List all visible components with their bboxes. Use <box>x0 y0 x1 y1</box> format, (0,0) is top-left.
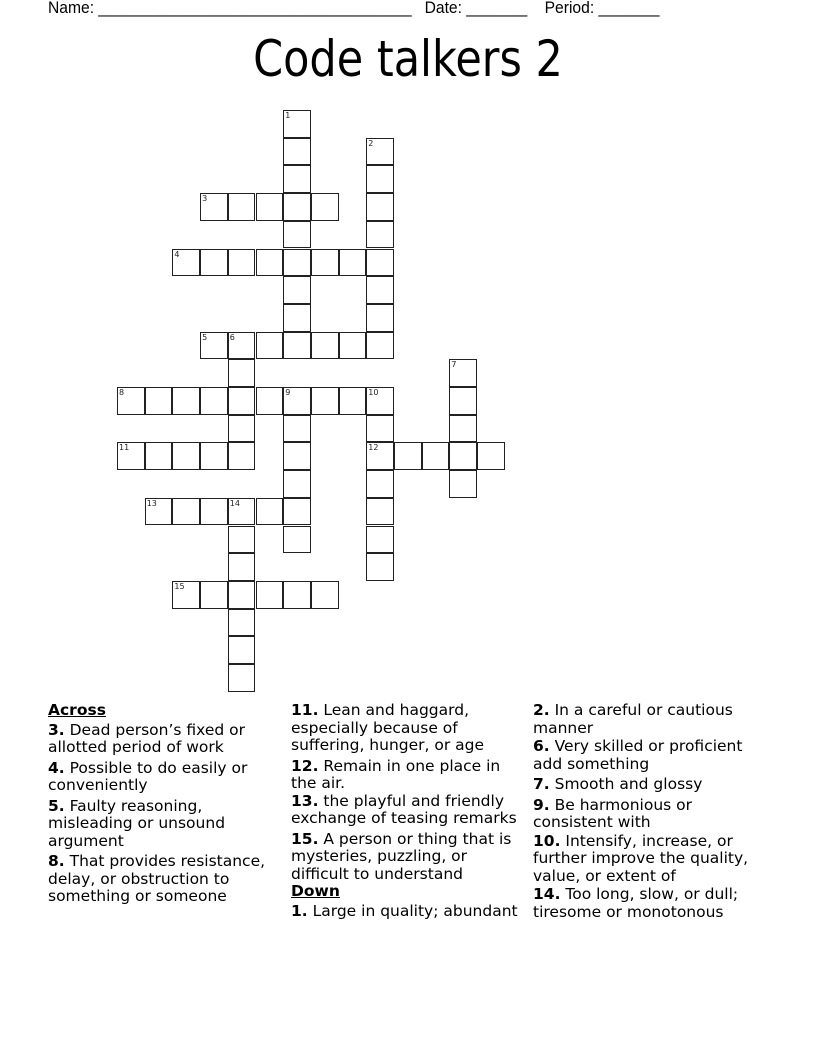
grid-cell[interactable] <box>283 165 311 193</box>
grid-cell[interactable] <box>283 415 311 443</box>
down-heading: Down <box>291 882 340 900</box>
grid-cell[interactable] <box>228 332 256 360</box>
grid-cell[interactable] <box>394 442 422 470</box>
grid-cell[interactable] <box>228 249 256 277</box>
grid-cell[interactable] <box>283 332 311 360</box>
grid-cell[interactable] <box>200 332 228 360</box>
clue-across-5 <box>48 798 284 851</box>
grid-cell[interactable] <box>339 332 367 360</box>
clue-number: 5. <box>48 796 65 815</box>
cell-number: 3 <box>202 194 208 204</box>
grid-cell[interactable] <box>228 387 256 415</box>
grid-cell[interactable] <box>283 221 311 249</box>
grid-cell[interactable] <box>145 442 173 470</box>
clues-column-3 <box>533 702 773 924</box>
grid-cell[interactable] <box>228 415 256 443</box>
clue-text: Possible to do easily or conveniently <box>48 758 248 794</box>
grid-cell[interactable] <box>283 526 311 554</box>
clue-down-1 <box>291 903 527 921</box>
grid-cell[interactable] <box>366 332 394 360</box>
clue-number: 1. <box>291 901 308 920</box>
grid-cell[interactable] <box>256 332 284 360</box>
clues-column-2 <box>291 702 527 923</box>
cell-number: 6 <box>229 332 235 342</box>
grid-cell[interactable] <box>117 387 145 415</box>
grid-cell[interactable] <box>200 442 228 470</box>
clue-text: Remain in one place in the air. <box>291 756 501 792</box>
grid-cell[interactable] <box>200 581 228 609</box>
cell-number: 2 <box>368 138 374 148</box>
grid-cell[interactable] <box>366 415 394 443</box>
grid-cell[interactable] <box>256 387 284 415</box>
clue-down-14 <box>533 886 773 921</box>
grid-cell[interactable] <box>311 332 339 360</box>
grid-cell[interactable] <box>200 387 228 415</box>
cell-number: 13 <box>146 498 157 508</box>
clue-text: Smooth and glossy <box>549 775 703 793</box>
grid-cell[interactable] <box>200 498 228 526</box>
puzzle-title: Code talkers 2 <box>253 30 563 88</box>
grid-cell[interactable] <box>172 581 200 609</box>
grid-cell[interactable] <box>228 553 256 581</box>
grid-cell[interactable] <box>172 387 200 415</box>
grid-cell[interactable] <box>366 498 394 526</box>
clue-text: That provides resistance, delay, or obstruction to something or someone <box>48 852 266 905</box>
grid-cell[interactable] <box>283 304 311 332</box>
grid-cell[interactable] <box>228 498 256 526</box>
grid-cell[interactable] <box>449 442 477 470</box>
grid-cell[interactable] <box>256 193 284 221</box>
grid-cell[interactable] <box>228 636 256 664</box>
grid-cell[interactable] <box>366 165 394 193</box>
across-heading: Across <box>48 701 106 719</box>
cell-number: 5 <box>202 332 208 342</box>
grid-cell[interactable] <box>145 498 173 526</box>
grid-cell[interactable] <box>283 470 311 498</box>
grid-cell[interactable] <box>283 276 311 304</box>
grid-cell[interactable] <box>283 442 311 470</box>
clue-text: In a careful or cautious manner <box>533 701 733 737</box>
grid-cell[interactable] <box>366 249 394 277</box>
grid-cell[interactable] <box>366 553 394 581</box>
clue-text: Be harmonious or consistent with <box>533 795 693 831</box>
clue-text: the playful and friendly exchange of teasing remarks <box>291 791 517 827</box>
clue-number: 6. <box>533 737 550 755</box>
grid-cell[interactable] <box>366 221 394 249</box>
clue-across-15 <box>291 831 527 884</box>
clue-down-9 <box>533 797 773 832</box>
clue-number: 8. <box>48 852 65 870</box>
cell-number: 11 <box>119 443 130 453</box>
clue-text: Lean and haggard, especially because of suffering, hunger, or age <box>291 701 485 754</box>
grid-cell[interactable] <box>366 442 394 470</box>
grid-cell[interactable] <box>256 249 284 277</box>
grid-cell[interactable] <box>422 442 450 470</box>
grid-cell[interactable] <box>228 581 256 609</box>
clue-text: Too long, slow, or dull; tiresome or monotonous <box>533 885 739 921</box>
grid-cell[interactable] <box>449 470 477 498</box>
grid-cell[interactable] <box>477 442 505 470</box>
clue-down-10 <box>533 833 773 886</box>
clue-number: 3. <box>48 720 65 739</box>
grid-cell[interactable] <box>311 387 339 415</box>
clue-text: A person or thing that is mysteries, puzzling, or difficult to understand <box>291 829 512 883</box>
clue-across-11 <box>291 702 527 755</box>
clue-number: 15. <box>291 829 319 848</box>
grid-cell[interactable] <box>117 442 145 470</box>
grid-cell[interactable] <box>172 442 200 470</box>
clue-down-2 <box>533 702 773 737</box>
name-field-label: Name: ____________________________________ <box>48 0 412 17</box>
grid-cell[interactable] <box>283 387 311 415</box>
cell-number: 10 <box>368 388 379 397</box>
grid-cell[interactable] <box>256 498 284 526</box>
clue-text: Faulty reasoning, misleading or unsound argument <box>48 796 226 850</box>
clue-number: 12. <box>291 756 319 775</box>
grid-cell[interactable] <box>172 498 200 526</box>
grid-cell[interactable] <box>228 526 256 554</box>
grid-cell[interactable] <box>145 387 173 415</box>
grid-cell[interactable] <box>339 249 367 277</box>
grid-cell[interactable] <box>283 110 311 138</box>
grid-cell[interactable] <box>228 609 256 637</box>
grid-cell[interactable] <box>311 193 339 221</box>
clue-number: 13. <box>291 791 319 810</box>
clue-down-7 <box>533 776 773 794</box>
clues-column-1 <box>48 702 284 909</box>
grid-cell[interactable] <box>366 138 394 166</box>
clue-text: Intensify, increase, or further improve the quality, value, or extent of <box>533 831 749 885</box>
cell-number: 7 <box>451 360 457 370</box>
grid-cell[interactable] <box>283 249 311 277</box>
grid-cell[interactable] <box>311 249 339 277</box>
grid-cell[interactable] <box>256 581 284 609</box>
grid-cell[interactable] <box>283 498 311 526</box>
grid-cell[interactable] <box>228 193 256 221</box>
grid-cell[interactable] <box>200 249 228 277</box>
clue-across-4 <box>48 760 284 795</box>
grid-cell[interactable] <box>449 415 477 443</box>
grid-cell[interactable] <box>366 470 394 498</box>
grid-cell[interactable] <box>449 387 477 415</box>
clue-text: Very skilled or proficient add something <box>533 737 743 773</box>
grid-cell[interactable] <box>283 138 311 166</box>
cell-number: 15 <box>174 581 185 591</box>
date-field-label: Date: _______ <box>424 0 528 17</box>
grid-cell[interactable] <box>366 193 394 221</box>
clue-across-8 <box>48 853 284 906</box>
grid-cell[interactable] <box>228 359 256 387</box>
clue-across-3 <box>48 722 284 757</box>
grid-cell[interactable] <box>200 193 228 221</box>
cell-number: 9 <box>285 388 291 397</box>
grid-cell[interactable] <box>283 581 311 609</box>
clue-text: Dead person’s fixed or allotted period of work <box>48 720 246 756</box>
clue-number: 9. <box>533 795 550 814</box>
clue-number: 2. <box>533 701 550 719</box>
clue-number: 7. <box>533 775 550 793</box>
grid-cell[interactable] <box>366 276 394 304</box>
grid-cell[interactable] <box>228 664 256 692</box>
cell-number: 1 <box>285 111 291 120</box>
cell-number: 4 <box>174 249 180 259</box>
clue-number: 14. <box>533 885 561 903</box>
clue-number: 11. <box>291 701 319 719</box>
grid-cell[interactable] <box>366 526 394 554</box>
clue-across-13 <box>291 793 527 828</box>
grid-cell[interactable] <box>311 581 339 609</box>
cell-number: 8 <box>119 388 125 397</box>
grid-cell[interactable] <box>366 304 394 332</box>
clue-number: 10. <box>533 831 561 850</box>
grid-cell[interactable] <box>172 249 200 277</box>
cell-number: 12 <box>368 443 379 453</box>
grid-cell[interactable] <box>283 193 311 221</box>
cell-number: 14 <box>229 498 240 508</box>
clue-across-12 <box>291 758 527 793</box>
period-field-label: Period: _______ <box>544 0 660 17</box>
grid-cell[interactable] <box>228 442 256 470</box>
clue-text: Large in quality; abundant <box>307 901 518 920</box>
grid-cell[interactable] <box>366 387 394 415</box>
grid-cell[interactable] <box>449 359 477 387</box>
grid-cell[interactable] <box>339 387 367 415</box>
clue-number: 4. <box>48 758 65 777</box>
clue-down-6 <box>533 738 773 773</box>
